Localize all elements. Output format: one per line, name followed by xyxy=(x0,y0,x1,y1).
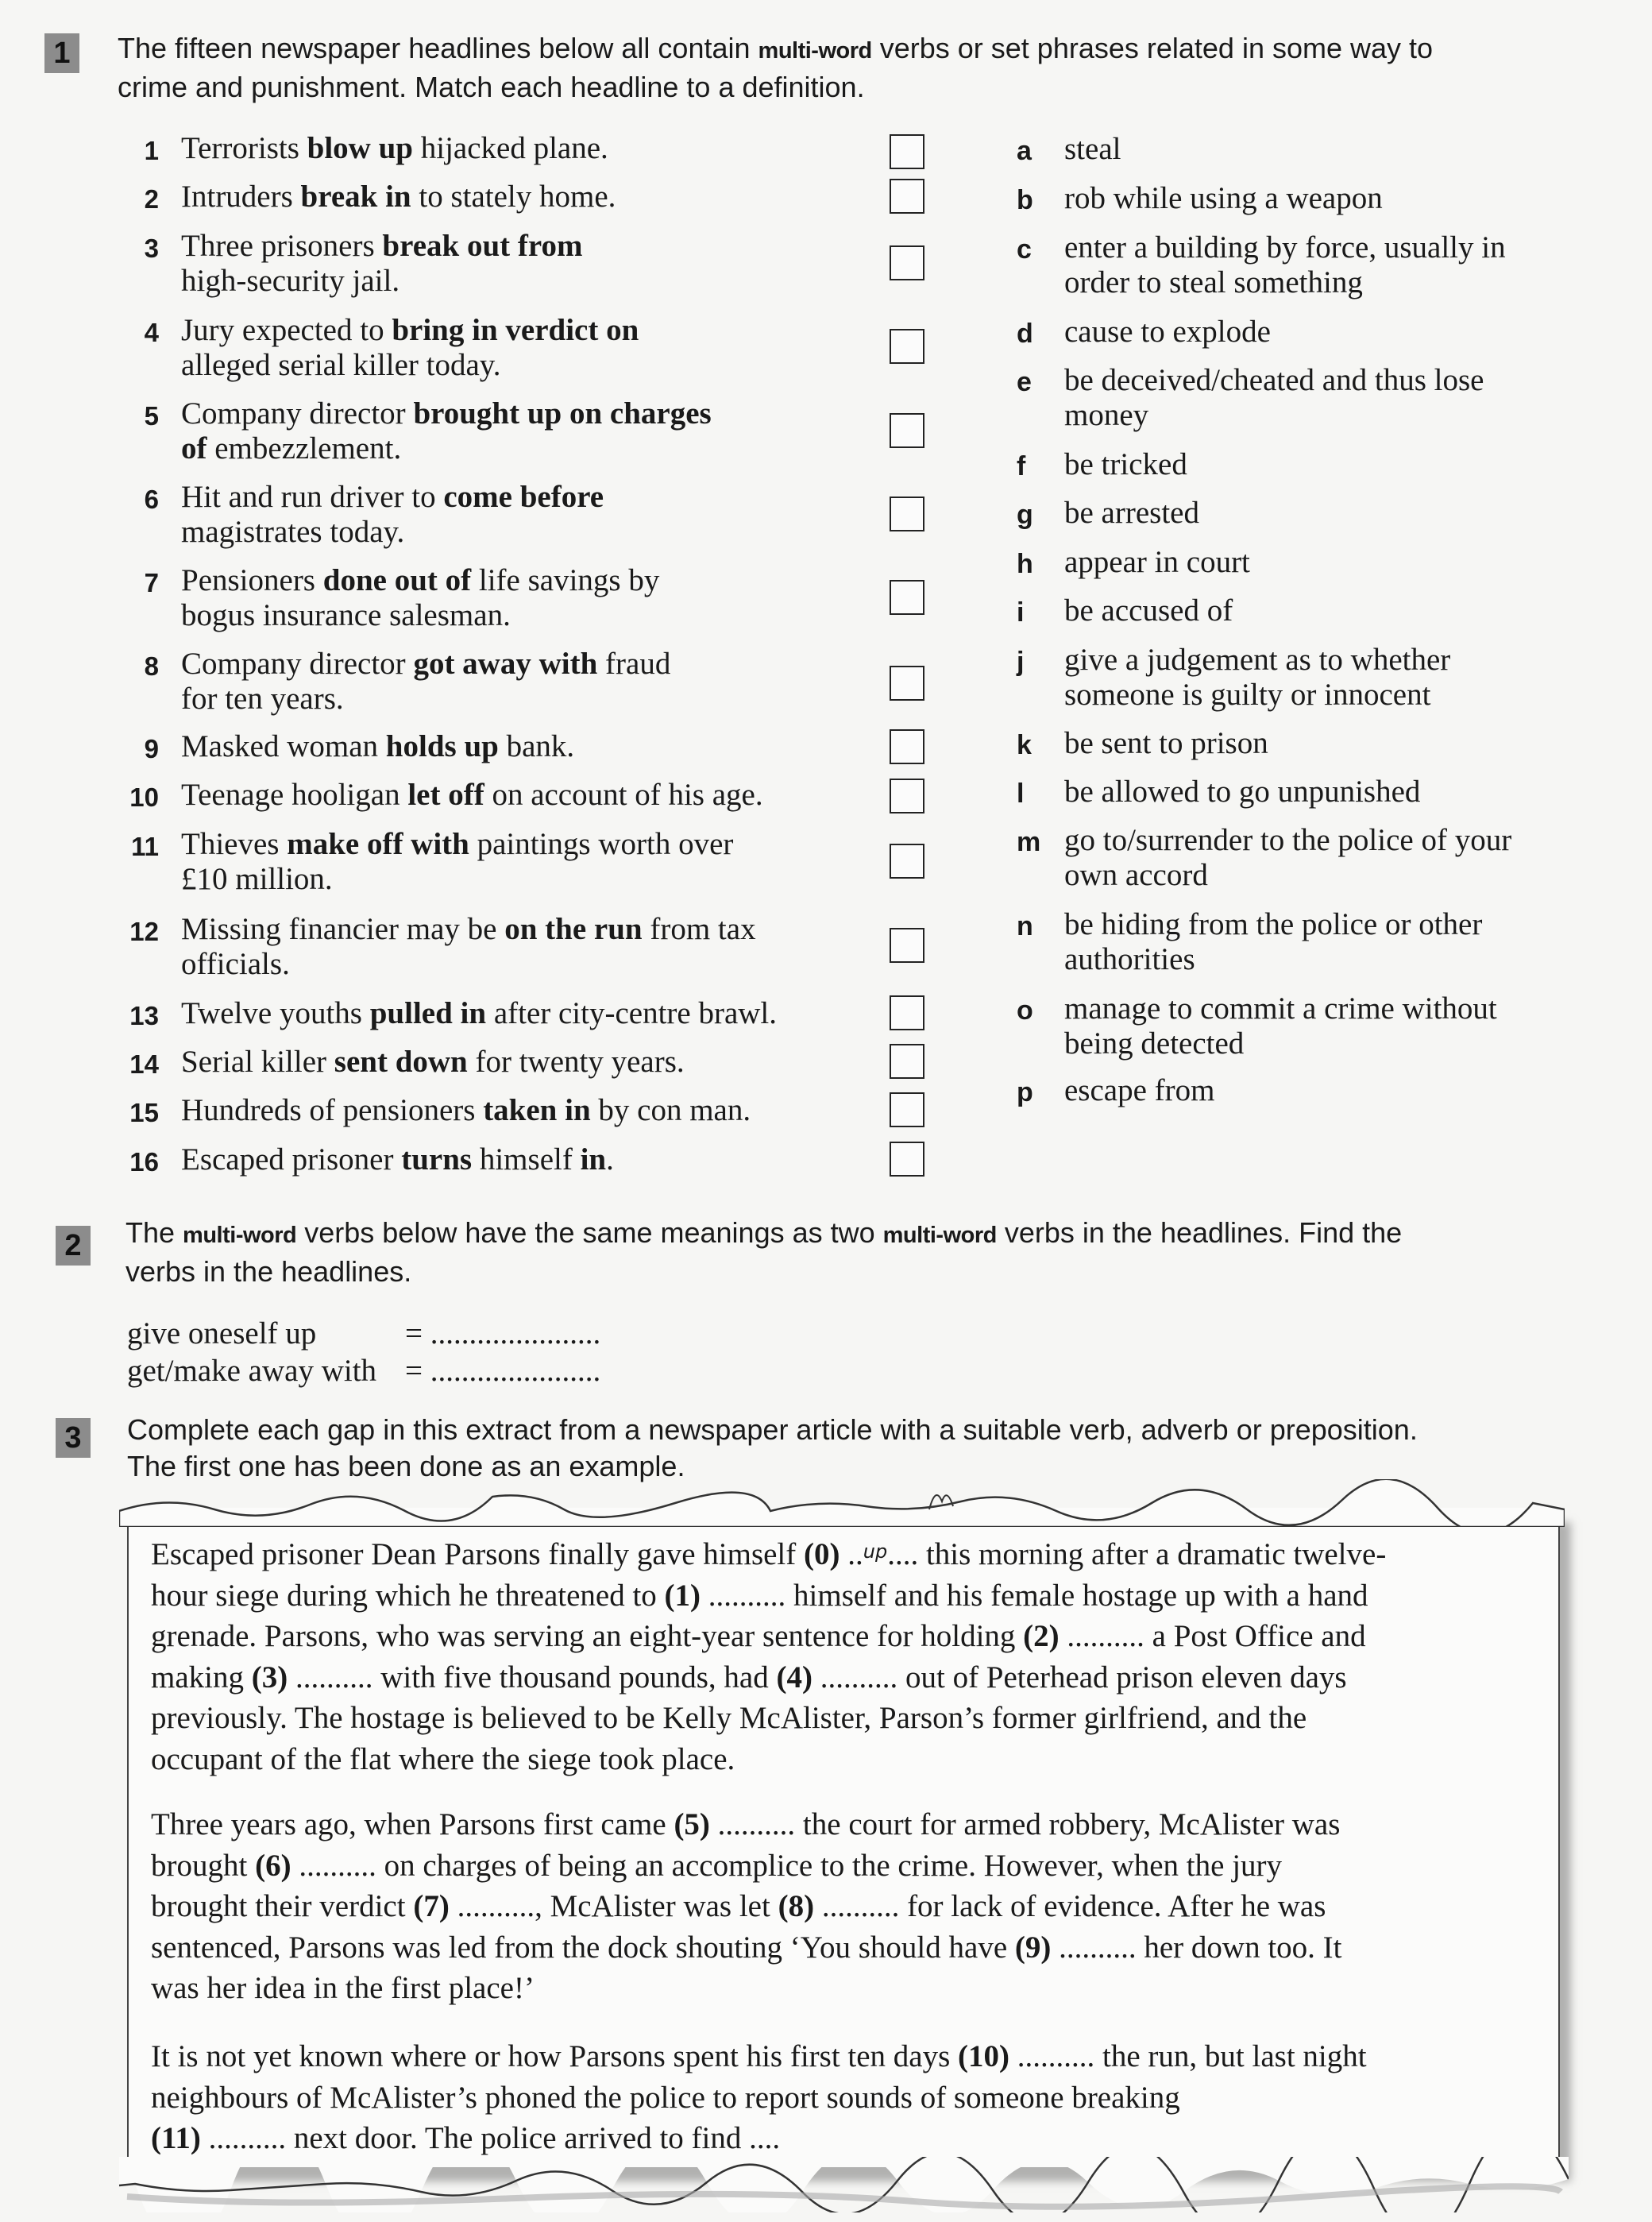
definition-letter: o xyxy=(1017,995,1033,1026)
definition-text: be tricked xyxy=(1064,447,1187,481)
answer-box[interactable] xyxy=(890,580,924,615)
instruction-small-caps: multi-word xyxy=(183,1223,297,1248)
headline-number: 12 xyxy=(129,917,159,946)
answer-box[interactable] xyxy=(890,995,924,1030)
headline-number: 15 xyxy=(129,1098,159,1127)
handwritten-answer: up xyxy=(863,1540,888,1563)
torn-edge-bottom xyxy=(119,2157,1569,2212)
headline-number: 11 xyxy=(131,832,159,861)
headline-text: Terrorists blow up hijacked plane. xyxy=(181,131,608,165)
definition-letter: i xyxy=(1017,597,1025,628)
phrase-text: get/make away with xyxy=(127,1354,377,1388)
definition-text: appear in court xyxy=(1064,545,1250,579)
phrase-text: give oneself up xyxy=(127,1316,317,1351)
instruction-text: verbs or set phrases related in some way to xyxy=(871,32,1434,64)
definition-letter: l xyxy=(1017,779,1025,809)
definition-letter: a xyxy=(1017,136,1032,166)
headline-text: Company director got away with fraud for ten years. xyxy=(181,647,671,716)
headline-number: 8 xyxy=(144,651,159,681)
definition-letter: d xyxy=(1017,319,1033,349)
exercise-2-number: 2 xyxy=(56,1226,91,1266)
headline-text: Hundreds of pensioners taken in by con man. xyxy=(181,1093,751,1127)
headline-text: Masked woman holds up bank. xyxy=(181,729,575,763)
headline-number: 5 xyxy=(144,401,159,431)
instruction-text: crime and punishment. Match each headline to a definition. xyxy=(118,71,865,103)
definition-letter: g xyxy=(1017,500,1033,530)
instruction-text: Complete each gap in this extract from a newspaper article with a suitable verb, adverb or preposition. xyxy=(127,1413,1418,1446)
answer-box[interactable] xyxy=(890,666,924,701)
headline-number: 4 xyxy=(144,318,159,347)
instruction-text: The fifteen newspaper headlines below all contain xyxy=(118,32,758,64)
definition-text: rob while using a weapon xyxy=(1064,181,1383,215)
answer-box[interactable] xyxy=(890,729,924,764)
headline-text: Escaped prisoner turns himself in. xyxy=(181,1142,614,1177)
definition-text: escape from xyxy=(1064,1073,1215,1107)
torn-edge-top xyxy=(119,1479,1565,1527)
definition-letter: k xyxy=(1017,730,1032,760)
definition-letter: c xyxy=(1017,234,1032,265)
definition-text: enter a building by force, usually in order to steal something xyxy=(1064,230,1506,299)
headline-text: Teenage hooligan let off on account of his age. xyxy=(181,778,763,812)
instruction-text: The xyxy=(125,1216,183,1249)
answer-box[interactable] xyxy=(890,413,924,448)
answer-box[interactable] xyxy=(890,134,924,169)
definition-letter: m xyxy=(1017,827,1041,857)
definition-letter: n xyxy=(1017,911,1033,941)
definition-text: go to/surrender to the police of your own accord xyxy=(1064,823,1512,892)
headline-number: 1 xyxy=(144,136,159,165)
definition-text: be hiding from the police or other authorities xyxy=(1064,907,1483,976)
headline-number: 6 xyxy=(144,485,159,514)
headline-number: 14 xyxy=(129,1049,159,1079)
exercise-1-instruction xyxy=(118,30,1611,106)
headline-number: 2 xyxy=(144,184,159,214)
headline-text: Intruders break in to stately home. xyxy=(181,180,616,214)
answer-box[interactable] xyxy=(890,1092,924,1127)
answer-box[interactable] xyxy=(890,844,924,879)
headline-text: Jury expected to bring in verdict on alleged serial killer today. xyxy=(181,313,639,382)
headline-text: Serial killer sent down for twenty years. xyxy=(181,1045,685,1079)
exercise-3-number: 3 xyxy=(56,1418,91,1458)
instruction-small-caps: multi-word xyxy=(758,38,872,64)
definition-text: steal xyxy=(1064,132,1121,166)
headline-number: 16 xyxy=(129,1147,159,1177)
article-paragraph: Escaped prisoner Dean Parsons finally gave himself (0) ..$^{up}$.... this morning after a dramatic twelve- hour siege during which he threatened to (1) .......... himself and his female hostage up with a hand grenade. Parsons, who was serving an eight-year sentence for holding (2) .......... a Post Office and making (3) .......... with five thousand pounds, had (4) .......... out of Peterhead prison eleven days previously. The hostage is believed to be Kelly McAlister, Parson’s former girlfriend, and the occupant of the flat where the siege took place. xyxy=(151,1537,1387,1776)
answer-blank[interactable]: = ...................... xyxy=(405,1316,601,1351)
definition-text: be accused of xyxy=(1064,593,1233,628)
headline-number: 9 xyxy=(144,734,159,763)
definition-text: cause to explode xyxy=(1064,315,1271,349)
article-paragraph: Three years ago, when Parsons first came (5) .......... the court for armed robbery, McAlister was brought (6) .......... on charges of being an accomplice to the crime. However, when the jury brought their verdict (7) .........., McAlister was let (8) .......... for lack of evidence. After he was sentenced, Parsons was led from the dock shouting ‘You should have (9) .......... her down too. It was her idea in the first place!’ xyxy=(151,1807,1342,2005)
exercise-1-number: 1 xyxy=(44,33,79,73)
definition-text: give a judgement as to whether someone is guilty or innocent xyxy=(1064,643,1451,712)
definition-letter: p xyxy=(1017,1077,1033,1107)
headline-number: 13 xyxy=(129,1001,159,1030)
instruction-small-caps: multi-word xyxy=(882,1223,997,1248)
definition-text: be allowed to go unpunished xyxy=(1064,775,1421,809)
instruction-text: The first one has been done as an example. xyxy=(127,1450,685,1482)
definition-text: be deceived/cheated and thus lose money xyxy=(1064,363,1484,432)
headline-text: Twelve youths pulled in after city-centre brawl. xyxy=(181,996,778,1030)
definition-letter: b xyxy=(1017,185,1033,215)
answer-box[interactable] xyxy=(890,179,924,214)
headline-number: 7 xyxy=(144,568,159,597)
phrase-row xyxy=(127,1353,600,1389)
answer-box[interactable] xyxy=(890,1142,924,1177)
definition-letter: e xyxy=(1017,367,1032,397)
definition-text: manage to commit a crime without being detected xyxy=(1064,991,1497,1061)
instruction-text: verbs below have the same meanings as two xyxy=(296,1216,883,1249)
exercise-2-instruction xyxy=(125,1215,1619,1290)
definition-letter: j xyxy=(1017,647,1025,677)
answer-box[interactable] xyxy=(890,779,924,813)
headline-text: Missing financier may be on the run from tax officials. xyxy=(181,912,756,981)
exercise-3-instruction xyxy=(127,1412,1620,1485)
answer-box[interactable] xyxy=(890,245,924,280)
answer-blank[interactable]: = ...................... xyxy=(405,1354,601,1388)
headline-number: 10 xyxy=(129,783,159,812)
answer-box[interactable] xyxy=(890,329,924,364)
answer-box[interactable] xyxy=(890,497,924,531)
headline-text: Hit and run driver to come before magistrates today. xyxy=(181,480,604,549)
definition-text: be sent to prison xyxy=(1064,726,1268,760)
headline-text: Company director brought up on charges of embezzlement. xyxy=(181,396,712,466)
article-paragraph: It is not yet known where or how Parsons spent his first ten days (10) .......... the run, but last night neighbours of McAlister’s phoned the police to report sounds of someone breaking (11) .......... next door. The police arrived to find .... xyxy=(151,2039,1367,2155)
definition-letter: h xyxy=(1017,549,1033,579)
definition-text: be arrested xyxy=(1064,496,1199,530)
headline-text: Pensioners done out of life savings by bogus insurance salesman. xyxy=(181,563,660,632)
headline-text: Three prisoners break out from high-security jail. xyxy=(181,229,583,298)
definition-letter: f xyxy=(1017,451,1026,481)
phrase-row xyxy=(127,1316,600,1352)
answer-box[interactable] xyxy=(890,928,924,963)
headline-text: Thieves make off with paintings worth over £10 million. xyxy=(181,827,734,896)
answer-box[interactable] xyxy=(890,1044,924,1079)
headline-number: 3 xyxy=(144,234,159,263)
instruction-text: verbs in the headlines. Find the xyxy=(996,1216,1403,1249)
instruction-text: verbs in the headlines. xyxy=(125,1255,412,1288)
